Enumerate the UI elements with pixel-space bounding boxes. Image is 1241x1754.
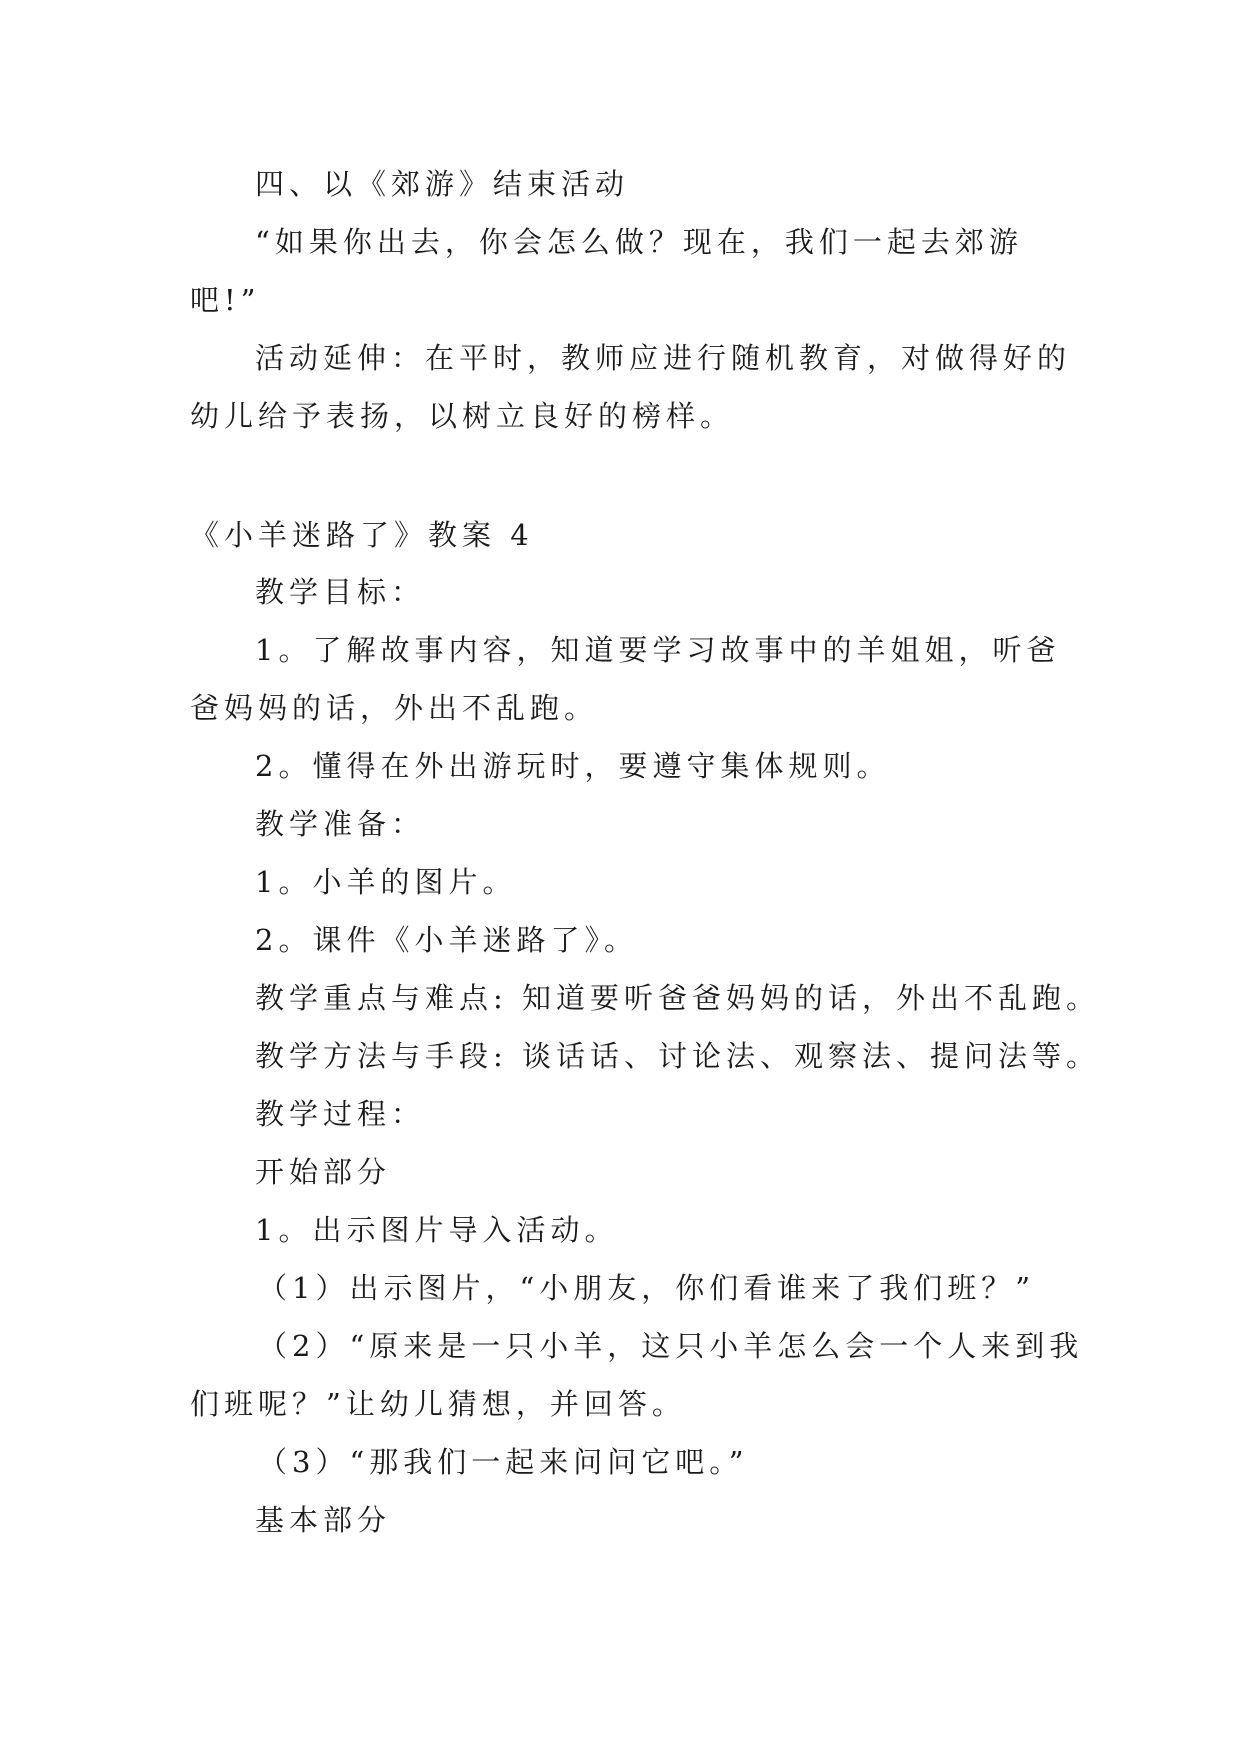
start-step-1c: （3）“那我们一起来问问它吧。” [258,1445,749,1479]
process-heading: 教学过程： [255,1097,426,1131]
start-step-1: 1。出示图片导入活动。 [255,1213,619,1247]
methods: 教学方法与手段: 谈话话、讨论法、观察法、提问法等。 [255,1039,1100,1073]
prep-heading: 教学准备： [255,807,426,841]
start-step-1b-line-2: 们班呢？”让幼儿猜想，并回答。 [190,1387,686,1421]
extension-line-2: 幼儿给予表扬，以树立良好的榜样。 [190,399,735,433]
goal-2: 2。懂得在外出游玩时，要遵守集体规则。 [255,749,891,783]
goal-1-line-1: 1。了解故事内容，知道要学习故事中的羊姐姐，听爸 [255,633,1061,667]
step4-title: 四、以《郊游》结束活动 [255,167,630,201]
lesson-title: 《小羊迷路了》教案 4 [190,518,534,552]
prep-2: 2。课件《小羊迷路了》。 [255,923,638,957]
start-heading: 开始部分 [255,1155,392,1189]
start-step-1b-line-1: （2）“原来是一只小羊，这只小羊怎么会一个人来到我 [258,1329,1084,1363]
key-points: 教学重点与难点: 知道要听爸爸妈妈的话，外出不乱跑。 [255,981,1100,1015]
start-step-1a: （1）出示图片，“小朋友，你们看谁来了我们班？” [258,1271,1036,1305]
prep-1: 1。小羊的图片。 [255,865,517,899]
goal-1-line-2: 爸妈妈的话，外出不乱跑。 [190,691,599,725]
quote-line-2: 吧!” [190,283,261,317]
quote-line-1: “如果你出去，你会怎么做？现在，我们一起去郊游 [255,225,1023,259]
extension-line-1: 活动延伸：在平时，教师应进行随机教育，对做得好的 [255,341,1072,375]
goals-heading: 教学目标： [255,575,426,609]
basic-heading: 基本部分 [255,1503,392,1537]
